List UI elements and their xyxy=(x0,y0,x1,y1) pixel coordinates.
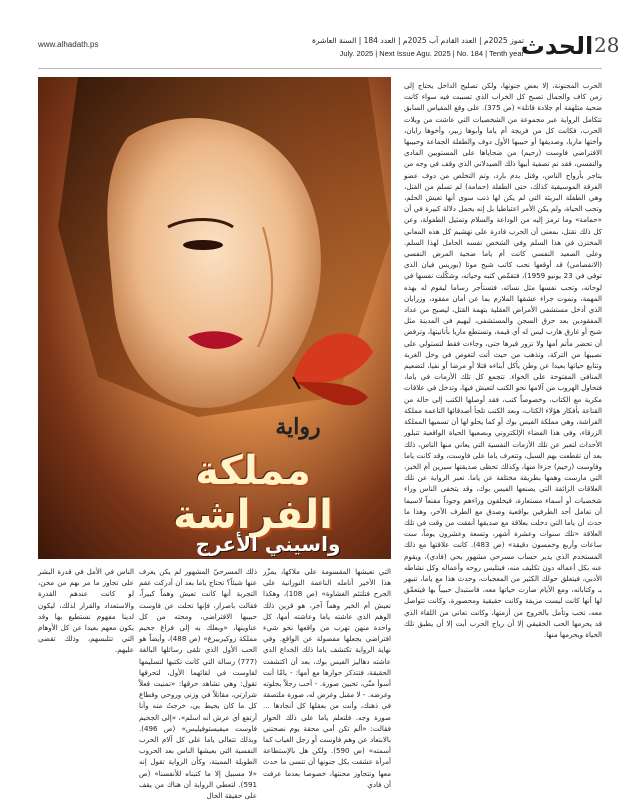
page-number: 28 xyxy=(594,33,620,57)
article-text: الحرب المجنونة، إلا بعض جنونها، ولكن تصليح الداخل يحتاج إلى زمن كاف والجمال تصبح كل الخراب الذي تسببت فيه سواء كانت ضحية متلهفة أم جلادة قاتلة» (ص 375). على وقع المقياس السابق تتكامل الرواية عبر مجموعة من الشخصيات التي عاشت من ويلات الحرب، فكانت كل من فريجة أم ياما وأبوها زبير، وأخوها رايان، وأختها ماريا، وصديقها أو حبيبها الأول دوف والطفلة الجماعة وحبيبها الافتراضي فاوست (رحيم) من ضحاياها على المستويين المادي والنفسي، فقد تم تصفية أبيها ذلك الصيدلاني الذي وقف في وجه من يتاجر بأرواح الناس، وقتل بدم بارد، وتم التخلص من دوف عضو الفرقة الموسيقية كذلك، حتى الطفلة (حمامة) لم تسلم من القتل، وهي الطفلة البريئة التي لم يكن لها ذنب سوى أنها تعيش الحلم، وتحب الحياة، ولم يكن الأمر اعتباطيا بل إنه يحمل دلالة كبيرة في أن «حمامة» وما ترمز إليه من الوداعة والسلام وتمثيل الطفولة، وعن كل ذلك تقتل، بمعنى أن الحرب قادرة على تهشيم كل هذه المعاني المختزن في هذا السلم وفي الشخص نفسه الحامل لهذا السلم. وعلى الصعيد النفسي كانت أم ياما ضحية المرض النفسي (الانفصامي) قد أوقعها نحب كاتب شبح موتا (بوريس فيان الذي توفي في 23 يونيو 1959)، فتقمّص كتبه وحياته، وشكّلت نفسها في لوحاته، وتحب نفسها مثل نسائه، فتستأجر رساما ليقوم له بهذه المهمة، وتموت جراء عشقها الملازم بما عن أمان مفقود، وزرايان الذي أدخل مستشفى الأمراض العقلية بتهمة القتل، ليصبح من عداد المفقودين بعد حرق السجن والمستشفى، ليهيم في المدينة مثل شبح أو غارق هارب ليس له أي قيمة، وتستطع ماريا بأنانيتها، وترفض أن تحضر مأتم أمها ولا تزور قبرها حتى، وجاءت فقط لتستولي على نصيبها من التركة، وتذهب من حيث أتت لتغوص في وحل الغربة وتتابع حياتها بعيدا عن وطن يأكل أبناءه قتلا أو مرضا أو نفيا، لتضعيم المنافي المفتوحة على الخواء. تتجمع كل تلك الأزمات في ياما، فتحاول الهروب من آلامها نحو الكتب لتعيش فيها، وتدخل في علاقات مكرية مع الكتاب، وخصوصاً كتب، فقد أوصلها الكتب إلى حالة من القناعة بأفكار هؤلاء الكتاب، وبعد الكتب تلجأ أصدقائها الناعمة مملكة الفراشة، وهي مملكة الفيس بوك أو كما يحلو لها أن تسميها المملكة الزرقاء، وفي هذا الفضاء الإلكتروني وبصعبها الحياة الواقعية تتبلور الأحداث لتعبر عن تلك الأزمات النفسية التي يعاني منها الناس، ذلك بعد أن تقطعت بهم السبل، وتتعرف ياما على فاوست، وقد كانت ياما وفاوست (رحيم) جزءا منها، وكذلك تحظى صديقتها سيرين أم الخير، التي مارست وهمها بطريقة مختلفة عن ياما. تعبر الرواية عن تلك العلاقات الزائفة التي يصنعها الفيس بوك، وقد يتخفى الناس وراء شخصيات أو أسماء مستعارة، فيخلقون وراءهم وجوداً مقنعاً لاسيما أن تعامل أحد الطرفين بواقعية وصدق مع الطرف الآخر، وهذا ما حدث أن ياما التي دخلت بعلاقة مع صديقها أنفقت من وقت في تلك العلاقة «تلك سنوات وعشرة أشهر، وتسعة وعشرون يوماً، ست ساعات وأربع وخمسون دقيقة» (ص 483). كانت علاقتها مع ذلك المستخدم الذي يدير حساب مسرحي مشهور بحي (فادي)، ويقوم عنه بكل أعماله دون تكليف منه، فيتلبس روحه وأعماله وكل نشاطه الأدبي، فيتعلق حولك الكثير من المعجبات، وحدث هذا مع ياما، تنبهر بـ وكتاباته، ومع الأيام صارت حياتها معه، فاستبدل حبيباً بها فيتعمّق لها أنها كانت ليست مزيفة وكانت حقيقية ومحصورة، وكانت تتواصل معه، تحب وتأمل بالخروج من أزمتها، وكانت تعاني من اللقاء الذي قد يحرمها الحب الحقيقي إلا أن رياح الحرب أبت إلا أن يطبق تلك الحياة ويحرمها منها. xyxy=(404,81,602,639)
issue-info-english: July. 2025 | Next Issue Agu. 2025 | No. 184 | Tenth year xyxy=(339,49,524,58)
svg-text:الحدث: الحدث xyxy=(520,32,594,60)
book-cover-image xyxy=(38,77,391,559)
issue-info-arabic: تموز 2025م | العدد القادم آب 2025م | العدد 184 | السنة العاشرة xyxy=(311,36,524,45)
article-text: ذلك المسرحيّ المشهور لم يكن يعرف عنها شيئاً؟ تحتاج ياما بعد أن أدركت عقم التجربة أنها كانت تعيش وهماً كبيراً، فقالت باصرار، فإنها تحلت عن فاوست حبيبها الافتراضي، ومحته من كل عناوينها، «وبعلك به إلى فراغ جحيم مملكة زوكيربيرغ» (ص 488)، وأيضاً هو الحب الأول الذي تلقى رسائلها البالغة (777) رسالة التي كانت تكتبها لتسليمها لفاوست في لقائهما الأول، لتحرقها تقول: وهي تشاهد حرقها: «تمنيت فعلاً شرارتي، مقاتلاً في وزني وروحي وقطاع كل ما كان يحيط بي، خرجتُ منه وأنا أرتفع أي عرش أنه اسلم»، «إلى الجحيم فاوست ميفيستوفيليس» (ص 496). وبذلك تتعالى ياما على كل آلام الحرب النفسية التي يعيشها الناس بعد الحروب الطويلة المميتة، وكأن الرواية تقول إنه «لا مسبيل إلا ما كتبناه للأنفسنا» (ص 591). لتعطي الرواية أن هناك من يقف على حقيقة الحال xyxy=(139,567,258,801)
cover-genre: رواية xyxy=(275,414,321,440)
article-column-right xyxy=(404,80,602,765)
article-column-bottom-1 xyxy=(263,566,391,789)
article-text: الناس في الأمل في قدرة البشر على تجاوز ما مر بهم من محن، لو كانت عندهم القدرة والاستعداد والقرار لذلك، ليكون لدينا مفهوم نستطيع بها وقد يكون معهم بعيدا عن كل الأوهام التي تتلبسهم، وذلك تقضي عليهم. xyxy=(38,567,134,655)
article-column-bottom-3 xyxy=(38,566,134,766)
cover-title: مملكة الفراشة xyxy=(173,448,333,538)
article-column-bottom-2 xyxy=(139,566,258,801)
cover-author: واسيني الأعرج xyxy=(195,532,341,556)
header-divider xyxy=(38,68,602,69)
magazine-logo xyxy=(520,28,594,62)
page-header xyxy=(0,0,640,78)
website-link[interactable]: www.alhadath.ps xyxy=(38,40,99,49)
article-text: التي تعيشها المقسومة على ملاكها، يمزّر هذا الأخير أنامله الناعمة النورانية على الجرح فتلتئم الغشاوة» (ص 108)، وهكذا تعيش أم الخير وهماً آخر، هو قرين ذلك الوهم الذي عاشته ياما وعاشته أمها، كل واحدة منهن تهرب من واقعها نحو شيء افتراضي يجعلها مفصولة عن الواقع. وفي نهاية الرواية تكتشف ياما ذلك الخداع الذي عاشته دهاليز الفيس بوك، بعد أن اكتشفت الحقيقة، فتتذكر حوارها مع أمها: - يامّا أنت أسوأ منّي، تحبين صورة. - أحب رجلاً بحلوته وغرضه. - لا مقبل وغرض له، صورة ملتصقة في ذهنك، وأنت من بعقلها كل أنجادها ... صورة وجه. فلتعلم ياما على ذلك الحوار فقالت: «ألم تكن أمي محقة يوم نصحتني بالابتعاد عن وهم فاوست أو رجل الغياب كما أسمته» (ص 590). ولكن هل بالإستطاعة أمرأة عشقت بكل جنونها أن تنسى ما حدث معها وتتجاوز محنتها، خصوصا بعدما عرفت أن فادي xyxy=(263,567,391,789)
